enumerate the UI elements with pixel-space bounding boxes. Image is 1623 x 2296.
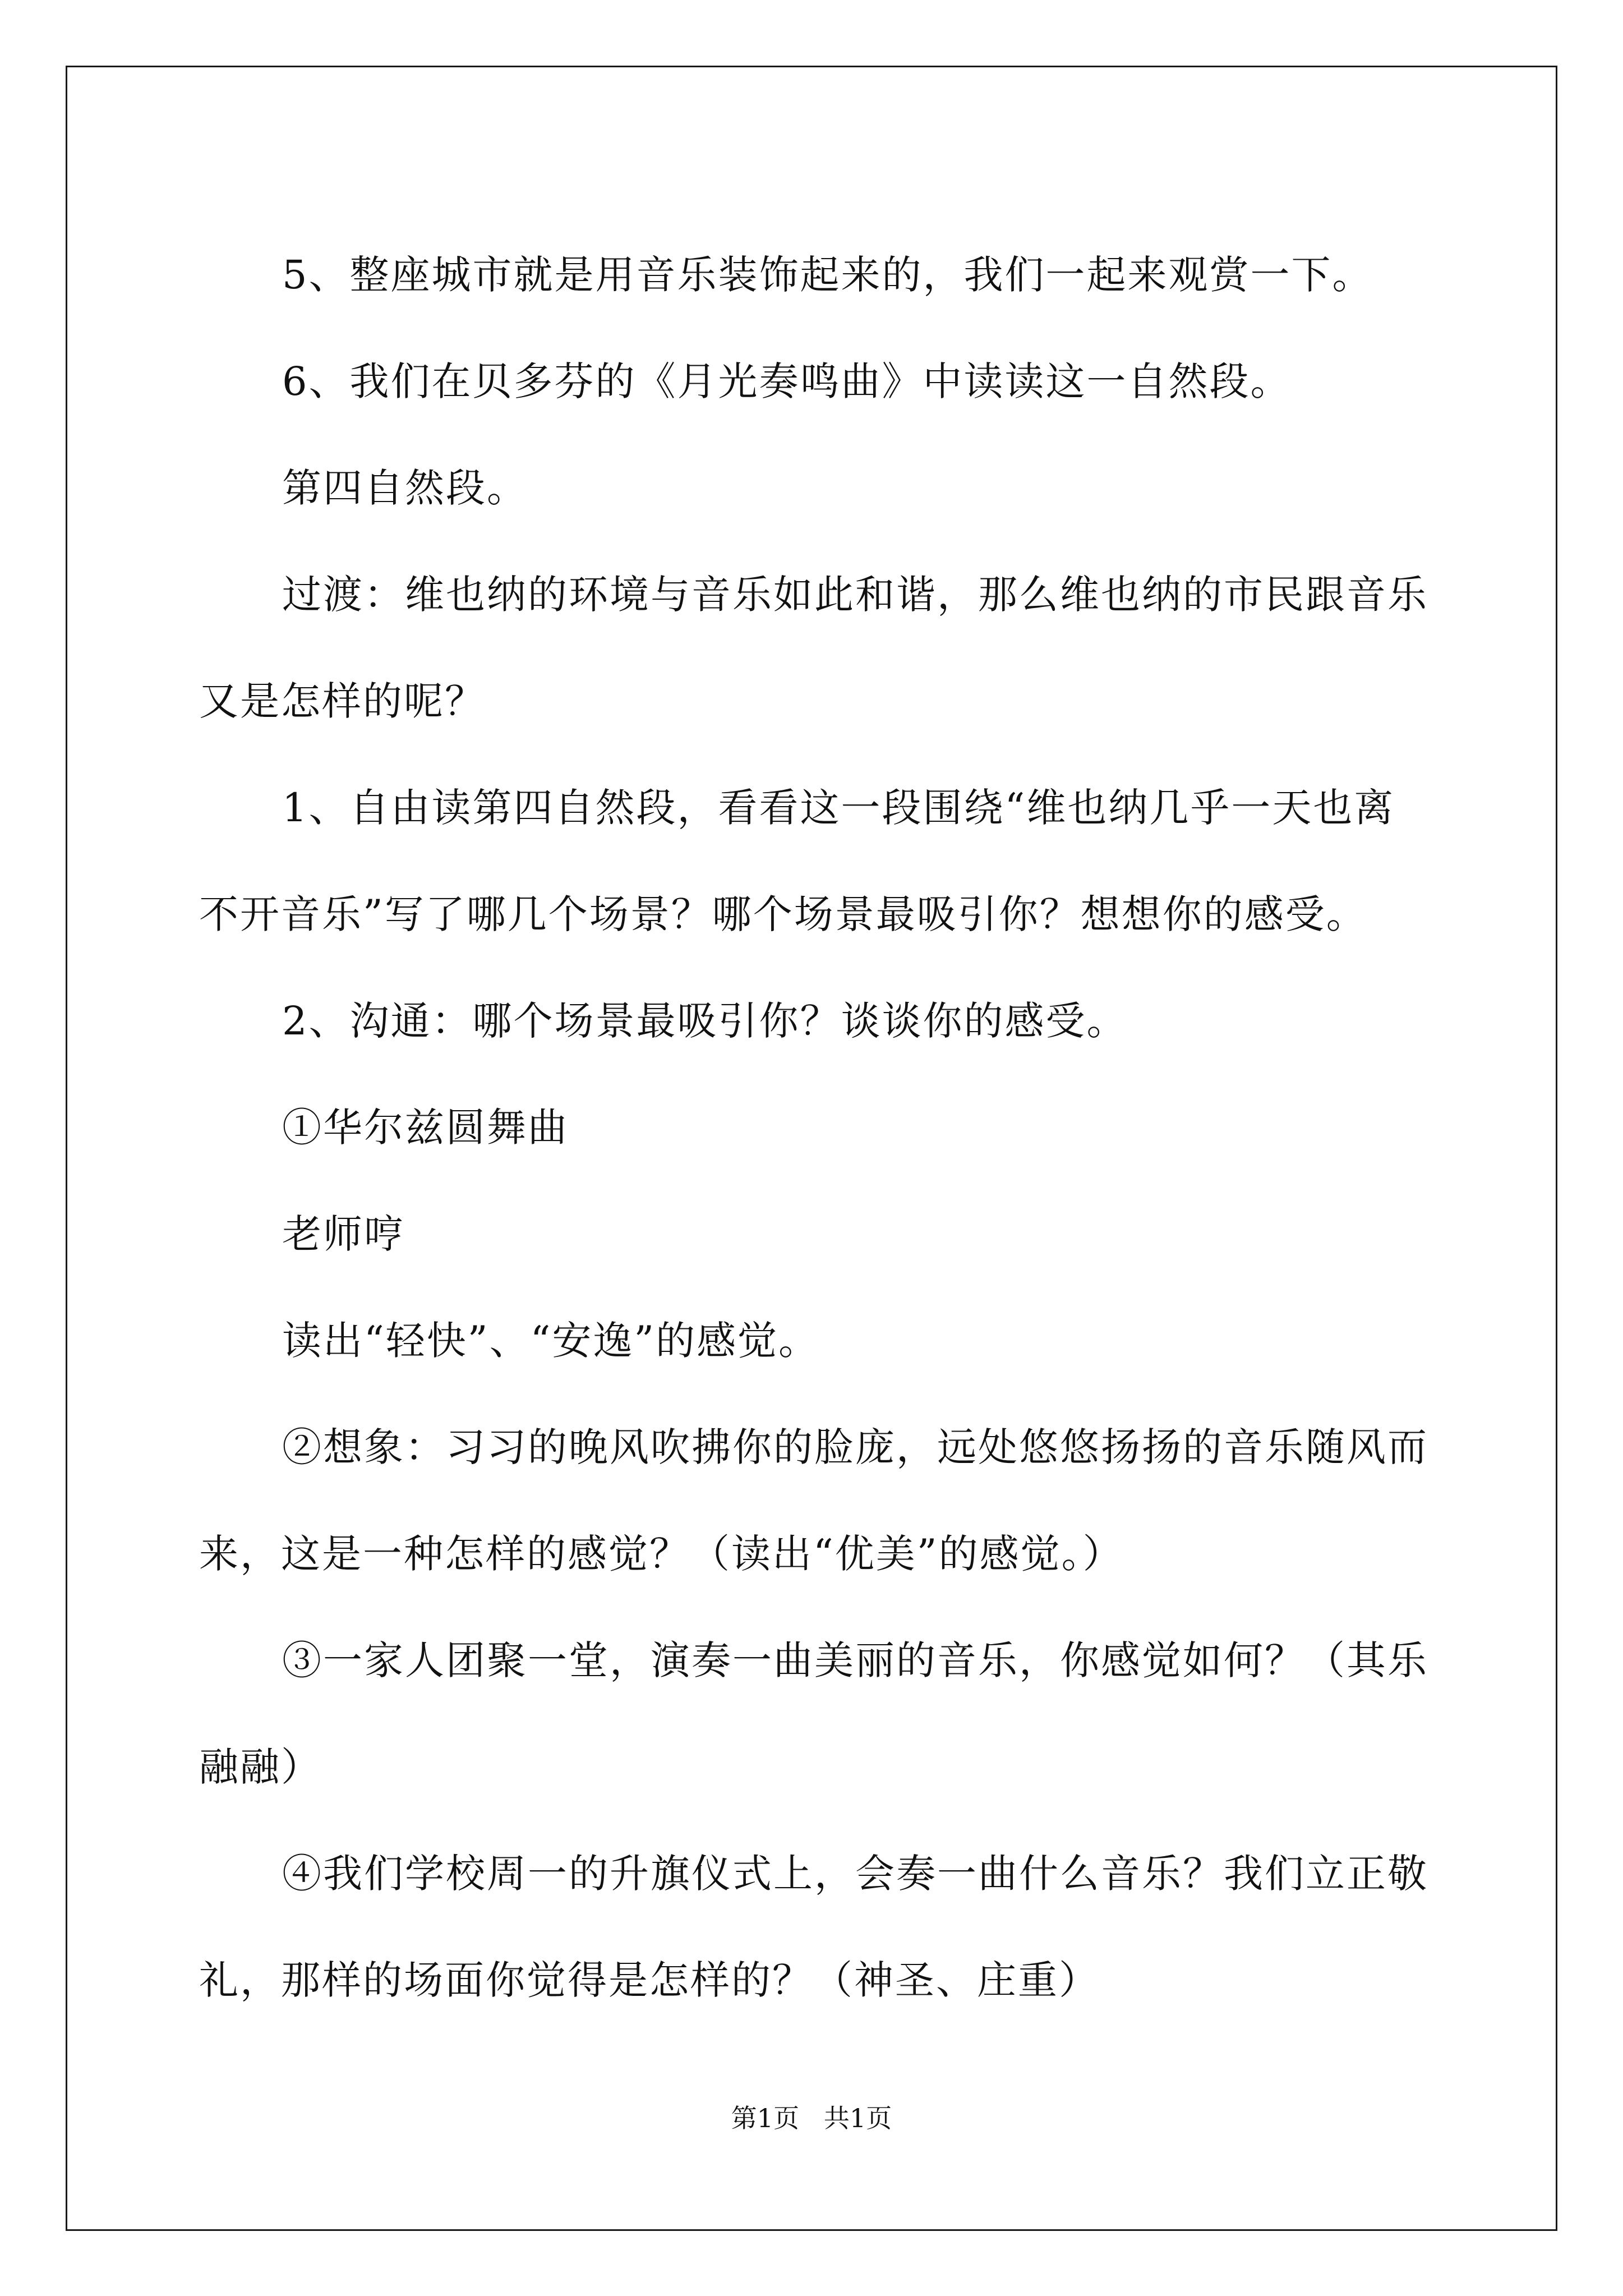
paragraph-5: 1、自由读第四自然段，看看这一段围绕“维也纳几乎一天也离不开音乐”写了哪几个场景？哪个场景最吸引你？想想你的感受。	[199, 785, 1395, 937]
paragraph-11: ③一家人团聚一堂，演奏一曲美丽的音乐，你感觉如何？（其乐融融）	[199, 1637, 1428, 1790]
paragraph-12: ④我们学校周一的升旗仪式上，会奏一曲什么音乐？我们立正敬礼，那样的场面你觉得是怎样的？（神圣、庄重）	[199, 1851, 1428, 2003]
page-number: 第1页 共1页	[731, 2103, 892, 2133]
paragraph-2: 6、我们在贝多芬的《月光奏鸣曲》中读读这一自然段。	[282, 358, 1292, 404]
paragraph-8: 老师哼	[282, 1211, 405, 1257]
paragraph-9: 读出“轻快”、“安逸”的感觉。	[282, 1318, 820, 1364]
paragraph-1: 5、整座城市就是用音乐装饰起来的，我们一起来观赏一下。	[282, 252, 1373, 298]
paragraph-3: 第四自然段。	[282, 465, 528, 511]
paragraph-4: 过渡：维也纳的环境与音乐如此和谐，那么维也纳的市民跟音乐又是怎样的呢？	[199, 572, 1428, 724]
paragraph-6: 2、沟通：哪个场景最吸引你？谈谈你的感受。	[282, 998, 1128, 1044]
page-footer	[0, 2098, 1623, 2135]
document-body	[199, 222, 1433, 2033]
paragraph-7: ①华尔兹圆舞曲	[282, 1105, 569, 1151]
paragraph-10: ②想象：习习的晚风吹拂你的脸庞，远处悠悠扬扬的音乐随风而来，这是一种怎样的感觉？（读出“优美”的感觉。）	[199, 1424, 1428, 1577]
